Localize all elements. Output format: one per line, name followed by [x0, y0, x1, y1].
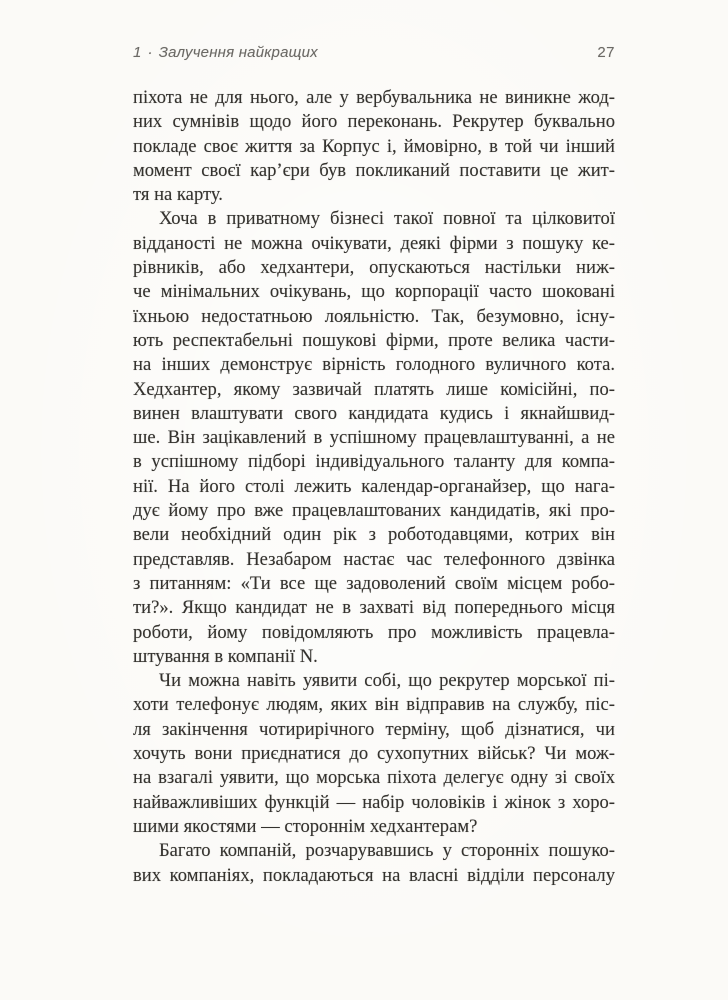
- text-line: момент своєї кар’єри був покликаний поставити це жит-: [133, 159, 615, 181]
- text-line: ють респектабельні пошукові фірми, проте велика части-: [133, 329, 615, 351]
- text-line: вих компаніях, покладаються на власні відділи персоналу: [133, 864, 615, 886]
- text-line: ля закінчення чотирирічного терміну, щоб дізнатися, чи: [133, 718, 615, 740]
- text-line: з питанням: «Ти все ще задоволений своїм місцем робо-: [133, 572, 615, 594]
- text-line: дує йому про вже працевлаштованих кандидатів, які про-: [133, 500, 615, 522]
- text-line: покладе своє життя за Корпус і, ймовірно, в той чи інший: [133, 135, 615, 157]
- text-line: Хоча в приватному бізнесі такої повної та цілковитої: [159, 208, 615, 230]
- text-line: на взагалі уявити, що морська піхота делегує одну зі своїх: [133, 767, 615, 789]
- paragraph: [133, 207, 615, 669]
- page-number: 27: [597, 44, 615, 61]
- chapter-header: [133, 44, 318, 61]
- text-line: піхота не для нього, але у вербувальника не виникне жод-: [133, 87, 615, 108]
- text-line: них сумнівів щодо його переконань. Рекрутер буквально: [133, 111, 615, 133]
- running-header: [133, 44, 615, 61]
- text-line: ше. Він зацікавлений в успішному працевлаштуванні, а не: [133, 427, 615, 449]
- text-line: тя на карту.: [133, 184, 223, 206]
- text-line: хочуть вони приєднатися до сухопутних військ? Чи мож-: [133, 743, 615, 765]
- text-line: вели необхідний один рік з роботодавцями, котрих він: [133, 524, 615, 546]
- text-line: їхньою недостатньою лояльністю. Так, безумовно, існу-: [133, 305, 615, 327]
- chapter-number: 1: [133, 44, 142, 61]
- text-line: найважливіших функцій — набір чоловіків і жінок з хоро-: [133, 791, 615, 813]
- text-line: че мінімальних очікувань, що корпорації часто шоковані: [133, 281, 615, 303]
- text-line: на інших демонструє вірність голодного вуличного кота.: [133, 354, 615, 376]
- text-line: відданості не можна очікувати, деякі фірми з пошуку ке-: [133, 232, 615, 254]
- text-line: штування в компанії N.: [133, 645, 318, 667]
- paragraph: [133, 669, 615, 839]
- text-line: винен влаштувати свого кандидата кудись і якнайшвид-: [133, 402, 615, 424]
- text-line: ти?». Якщо кандидат не в захваті від попереднього місця: [133, 597, 615, 619]
- text-line: представляв. Незабаром настає час телефонного дзвінка: [133, 548, 615, 570]
- text-line: роботи, йому повідомляють про можливість працевла-: [133, 621, 615, 643]
- text-line: в успішному підборі індивідуального таланту для компа-: [133, 451, 615, 473]
- text-line: нії. На його столі лежить календар-органайзер, що нага-: [133, 475, 615, 497]
- paragraph: [133, 839, 615, 888]
- text-line: рівників, або хедхантери, опускаються настільки ниж-: [133, 257, 615, 279]
- text-line: шими якостями — стороннім хедхантерам?: [133, 815, 478, 837]
- text-block: [133, 86, 615, 888]
- text-line: Чи можна навіть уявити собі, що рекрутер морської пі-: [159, 670, 615, 692]
- text-line: Багато компаній, розчарувавшись у сторонніх пошуко-: [159, 840, 615, 862]
- chapter-title: Залучення найкращих: [158, 44, 318, 61]
- text-line: Хедхантер, якому зазвичай платять лише комісійні, по-: [133, 378, 615, 400]
- paragraph: [133, 86, 615, 207]
- header-separator: ·: [147, 44, 153, 61]
- text-line: хоти телефонує людям, яких він відправив на службу, піс-: [133, 694, 615, 716]
